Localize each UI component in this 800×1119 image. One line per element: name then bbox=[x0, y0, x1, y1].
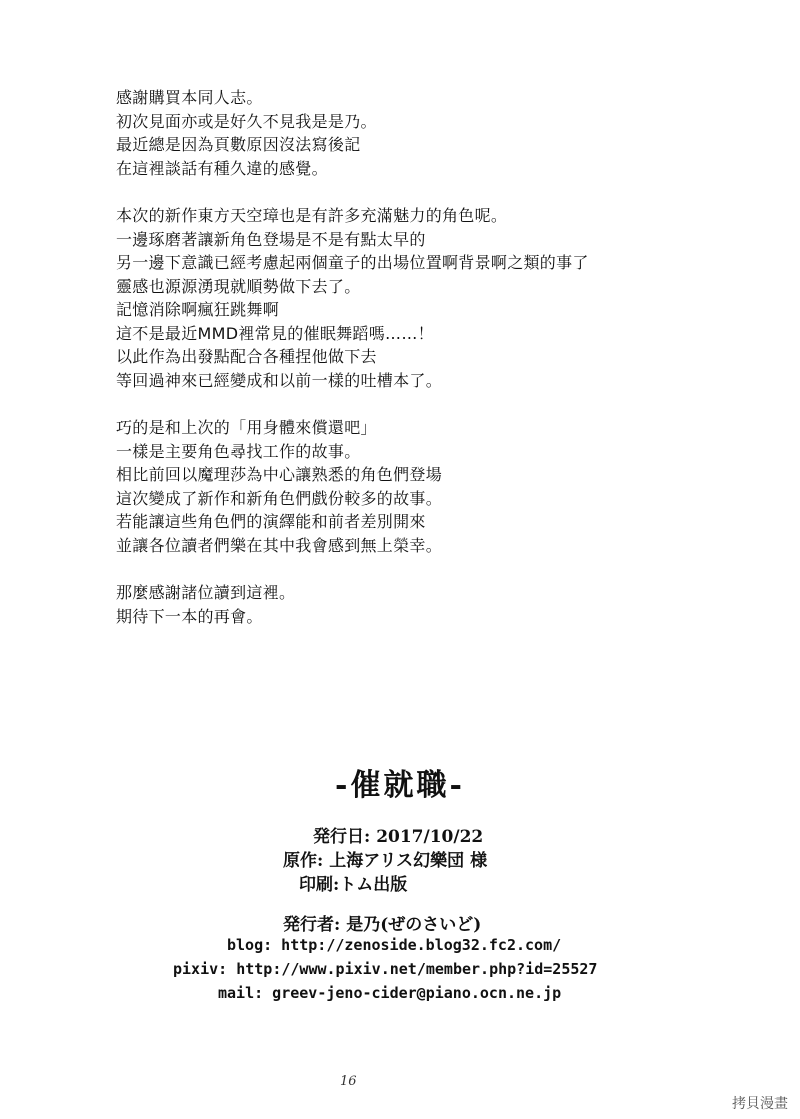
release-date: 発行日: 2017/10/22 bbox=[313, 827, 484, 847]
text-line: 期待下一本的再會。 bbox=[116, 606, 263, 626]
text-line: 巧的是和上次的「用身體來償還吧」 bbox=[116, 418, 377, 437]
original-work: 原作: 上海アリス幻樂団 様 bbox=[283, 851, 488, 871]
text-line: 初次見面亦或是好久不見我是是乃。 bbox=[116, 111, 377, 131]
afterword-text bbox=[116, 86, 716, 652]
text-line: 靈感也源源湧現就順勢做下去了。 bbox=[116, 276, 361, 296]
blog-url: blog: http://zenoside.blog32.fc2.com/ bbox=[227, 936, 562, 954]
text-line: 最近總是因為頁數原因沒法寫後記 bbox=[116, 135, 361, 154]
text-line: 一樣是主要角色尋找工作的故事。 bbox=[116, 441, 361, 461]
afterword-paragraph-1 bbox=[116, 86, 716, 180]
afterword-paragraph-2 bbox=[116, 204, 716, 392]
text-line: 這不是最近MMD裡常見的催眠舞蹈嗎……！ bbox=[116, 323, 434, 343]
text-line: 等回過神來已經變成和以前一樣的吐槽本了。 bbox=[116, 370, 443, 390]
mail-address: mail: greev-jeno-cider@piano.ocn.ne.jp bbox=[218, 984, 562, 1002]
text-line: 本次的新作東方天空璋也是有許多充滿魅力的角色呢。 bbox=[116, 206, 508, 225]
book-title: -催就職- bbox=[335, 768, 465, 803]
text-line: 另一邊下意識已經考慮起兩個童子的出場位置啊背景啊之類的事了 bbox=[116, 253, 589, 272]
text-line: 感謝購買本同人志。 bbox=[116, 88, 263, 107]
text-line: 那麼感謝諸位讀到這裡。 bbox=[116, 583, 296, 602]
pixiv-url: pixiv: http://www.pixiv.net/member.php?id=25527 bbox=[173, 960, 598, 978]
text-line: 若能讓這些角色們的演繹能和前者差別開來 bbox=[116, 512, 426, 531]
afterword-paragraph-3 bbox=[116, 416, 716, 557]
text-line: 相比前回以魔理莎為中心讓熟悉的角色們登場 bbox=[116, 465, 443, 484]
afterword-paragraph-4 bbox=[116, 581, 716, 628]
text-line: 一邊琢磨著讓新角色登場是不是有點太早的 bbox=[116, 229, 426, 249]
text-line: 這次變成了新作和新角色們戲份較多的故事。 bbox=[116, 488, 443, 508]
printing-company: 印刷:トム出版 bbox=[299, 875, 408, 895]
text-line: 在這裡談話有種久違的感覺。 bbox=[116, 158, 328, 178]
page-number: 16 bbox=[340, 1074, 357, 1089]
site-watermark: 拷貝漫畫 bbox=[728, 1091, 792, 1115]
publisher: 発行者: 是乃(ぜのさいど) bbox=[283, 915, 482, 935]
text-line: 並讓各位讀者們樂在其中我會感到無上榮幸。 bbox=[116, 535, 443, 555]
text-line: 記憶消除啊瘋狂跳舞啊 bbox=[116, 300, 280, 319]
text-line: 以此作為出發點配合各種捏他做下去 bbox=[116, 347, 377, 366]
